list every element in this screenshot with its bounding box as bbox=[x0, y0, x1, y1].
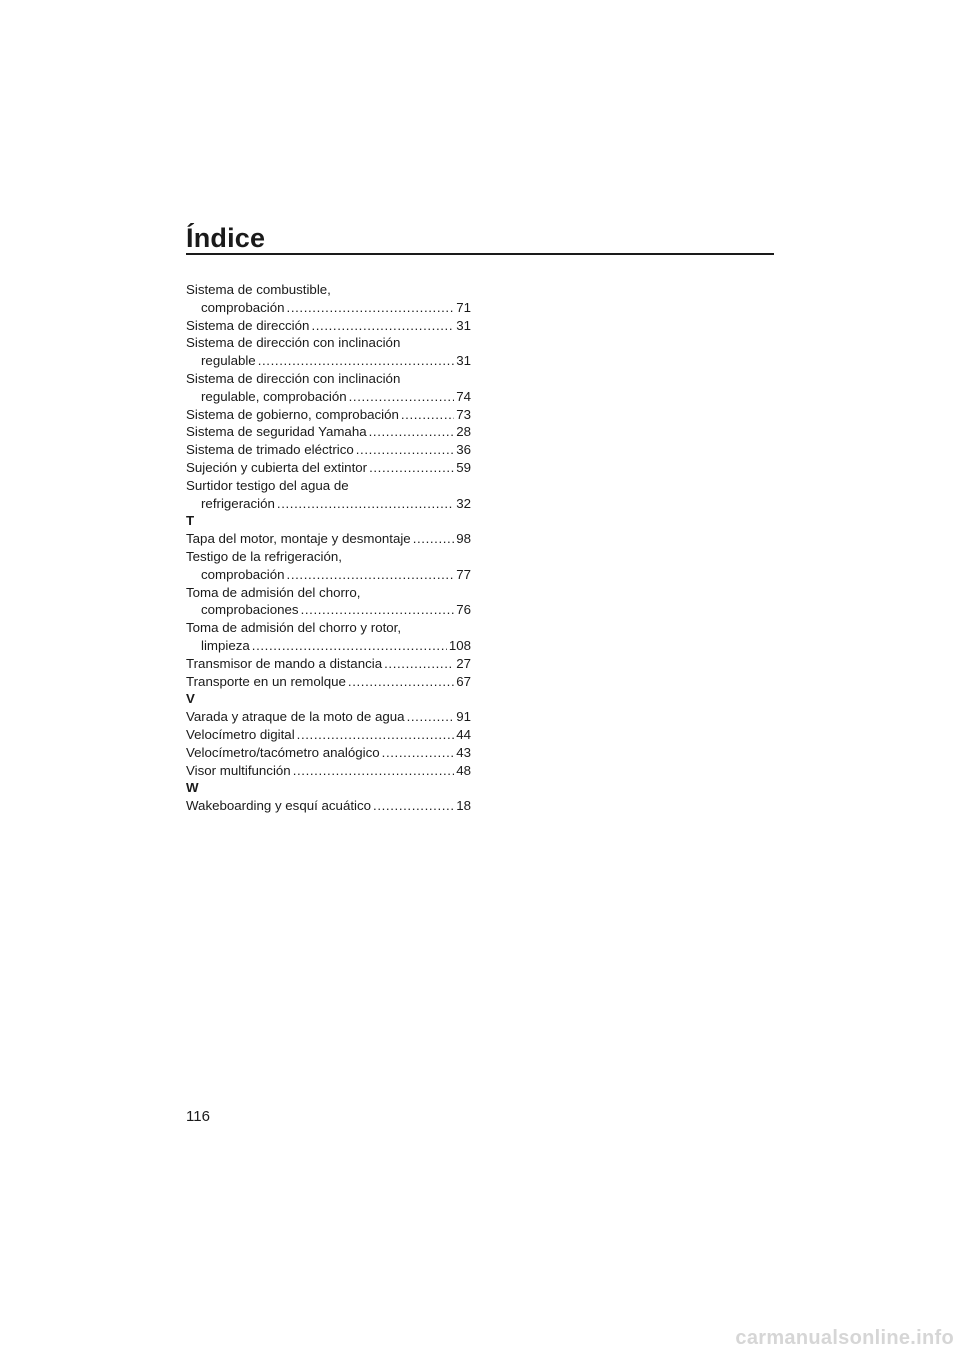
dot-leader bbox=[384, 655, 454, 673]
index-entry bbox=[186, 708, 471, 726]
index-entry bbox=[186, 548, 471, 584]
entry-text: Sistema de trimado eléctrico bbox=[186, 442, 354, 458]
entry-page-link[interactable]: 31 bbox=[456, 353, 471, 369]
index-entry bbox=[186, 530, 471, 548]
index-entry bbox=[186, 744, 471, 762]
entry-text: Sistema de gobierno, comprobación bbox=[186, 406, 399, 422]
index-entry bbox=[186, 619, 471, 655]
dot-leader bbox=[258, 352, 454, 370]
entry-page-link[interactable]: 77 bbox=[456, 566, 471, 582]
entry-page-link[interactable]: 28 bbox=[456, 424, 471, 440]
entry-page-link[interactable]: 59 bbox=[456, 459, 471, 475]
entry-page-link[interactable]: 32 bbox=[456, 495, 471, 511]
entry-text: refrigeración bbox=[201, 495, 275, 511]
index-entry bbox=[186, 673, 471, 691]
entry-page-link[interactable]: 36 bbox=[456, 442, 471, 458]
dot-leader bbox=[297, 726, 455, 744]
entry-heading: Sistema de dirección con inclinación bbox=[186, 335, 401, 351]
entry-text: regulable bbox=[201, 353, 256, 369]
entry-text: Transmisor de mando a distancia bbox=[186, 655, 383, 671]
entry-page-link[interactable]: 27 bbox=[456, 655, 471, 671]
entry-text: regulable, comprobación bbox=[201, 388, 347, 404]
letter-heading-w: W bbox=[186, 780, 199, 796]
index-entry bbox=[186, 655, 471, 673]
entry-heading: Toma de admisión del chorro y rotor, bbox=[186, 620, 402, 636]
entry-heading: Surtidor testigo del agua de bbox=[186, 477, 349, 493]
dot-leader bbox=[348, 673, 454, 691]
entry-page-link[interactable]: 48 bbox=[456, 762, 471, 778]
entry-text: Wakeboarding y esquí acuático bbox=[186, 798, 372, 814]
dot-leader bbox=[413, 530, 455, 548]
index-entry bbox=[186, 370, 471, 406]
index-entry bbox=[186, 584, 471, 620]
dot-leader bbox=[382, 744, 455, 762]
dot-leader bbox=[407, 708, 455, 726]
letter-heading-t: T bbox=[186, 513, 195, 529]
entry-page-link[interactable]: 76 bbox=[456, 602, 471, 618]
index-column bbox=[186, 281, 471, 815]
dot-leader bbox=[311, 317, 454, 335]
entry-page-link[interactable]: 43 bbox=[456, 744, 471, 760]
entry-page-link[interactable]: 91 bbox=[456, 709, 471, 725]
entry-heading: Testigo de la refrigeración, bbox=[186, 548, 342, 564]
index-entry bbox=[186, 459, 471, 477]
entry-text: Velocímetro digital bbox=[186, 726, 295, 742]
entry-page-link[interactable]: 31 bbox=[456, 317, 471, 333]
entry-heading: Sistema de combustible, bbox=[186, 282, 331, 297]
dot-leader bbox=[293, 762, 455, 780]
index-entry bbox=[186, 726, 471, 744]
entry-text: comprobación bbox=[201, 299, 285, 315]
entry-text: Velocímetro/tacómetro analógico bbox=[186, 744, 380, 760]
dot-leader bbox=[401, 406, 454, 424]
page-number: 116 bbox=[186, 1108, 210, 1125]
entry-page-link[interactable]: 18 bbox=[456, 798, 471, 814]
index-entry bbox=[186, 797, 471, 815]
entry-text: limpieza bbox=[201, 637, 250, 653]
page-title: Índice bbox=[186, 223, 266, 253]
entry-page-link[interactable]: 71 bbox=[456, 299, 471, 315]
entry-page-link[interactable]: 67 bbox=[456, 673, 471, 689]
dot-leader bbox=[277, 495, 454, 513]
dot-leader bbox=[301, 601, 455, 619]
dot-leader bbox=[373, 797, 454, 815]
index-entry bbox=[186, 423, 471, 441]
dot-leader bbox=[349, 388, 455, 406]
entry-text: Tapa del motor, montaje y desmontaje bbox=[186, 531, 411, 547]
title-rule bbox=[186, 253, 774, 255]
dot-leader bbox=[287, 566, 455, 584]
dot-leader bbox=[369, 459, 454, 477]
watermark-link[interactable]: carmanualsonline.info bbox=[735, 1327, 954, 1349]
dot-leader bbox=[369, 423, 455, 441]
entry-text: comprobaciones bbox=[201, 602, 299, 618]
index-entry bbox=[186, 406, 471, 424]
index-entry bbox=[186, 762, 471, 780]
index-entry bbox=[186, 334, 471, 370]
index-entry bbox=[186, 477, 471, 513]
dot-leader bbox=[356, 441, 454, 459]
entry-page-link[interactable]: 73 bbox=[456, 406, 471, 422]
entry-text: comprobación bbox=[201, 566, 285, 582]
entry-heading: Toma de admisión del chorro, bbox=[186, 584, 361, 600]
index-entry bbox=[186, 281, 471, 317]
index-entry bbox=[186, 441, 471, 459]
entry-page-link[interactable]: 44 bbox=[456, 726, 471, 742]
entry-text: Transporte en un remolque bbox=[186, 673, 346, 689]
entry-text: Sistema de dirección bbox=[186, 317, 310, 333]
entry-page-link[interactable]: 108 bbox=[448, 637, 471, 653]
entry-text: Sujeción y cubierta del extintor bbox=[186, 459, 368, 475]
entry-page-link[interactable]: 98 bbox=[456, 531, 471, 547]
dot-leader bbox=[287, 299, 455, 317]
entry-text: Varada y atraque de la moto de agua bbox=[186, 709, 405, 725]
index-entry bbox=[186, 317, 471, 335]
entry-text: Sistema de seguridad Yamaha bbox=[186, 424, 367, 440]
entry-page-link[interactable]: 74 bbox=[456, 388, 471, 404]
dot-leader bbox=[252, 637, 447, 655]
entry-text: Visor multifunción bbox=[186, 762, 291, 778]
entry-heading: Sistema de dirección con inclinación bbox=[186, 370, 401, 386]
letter-heading-v: V bbox=[186, 691, 195, 707]
